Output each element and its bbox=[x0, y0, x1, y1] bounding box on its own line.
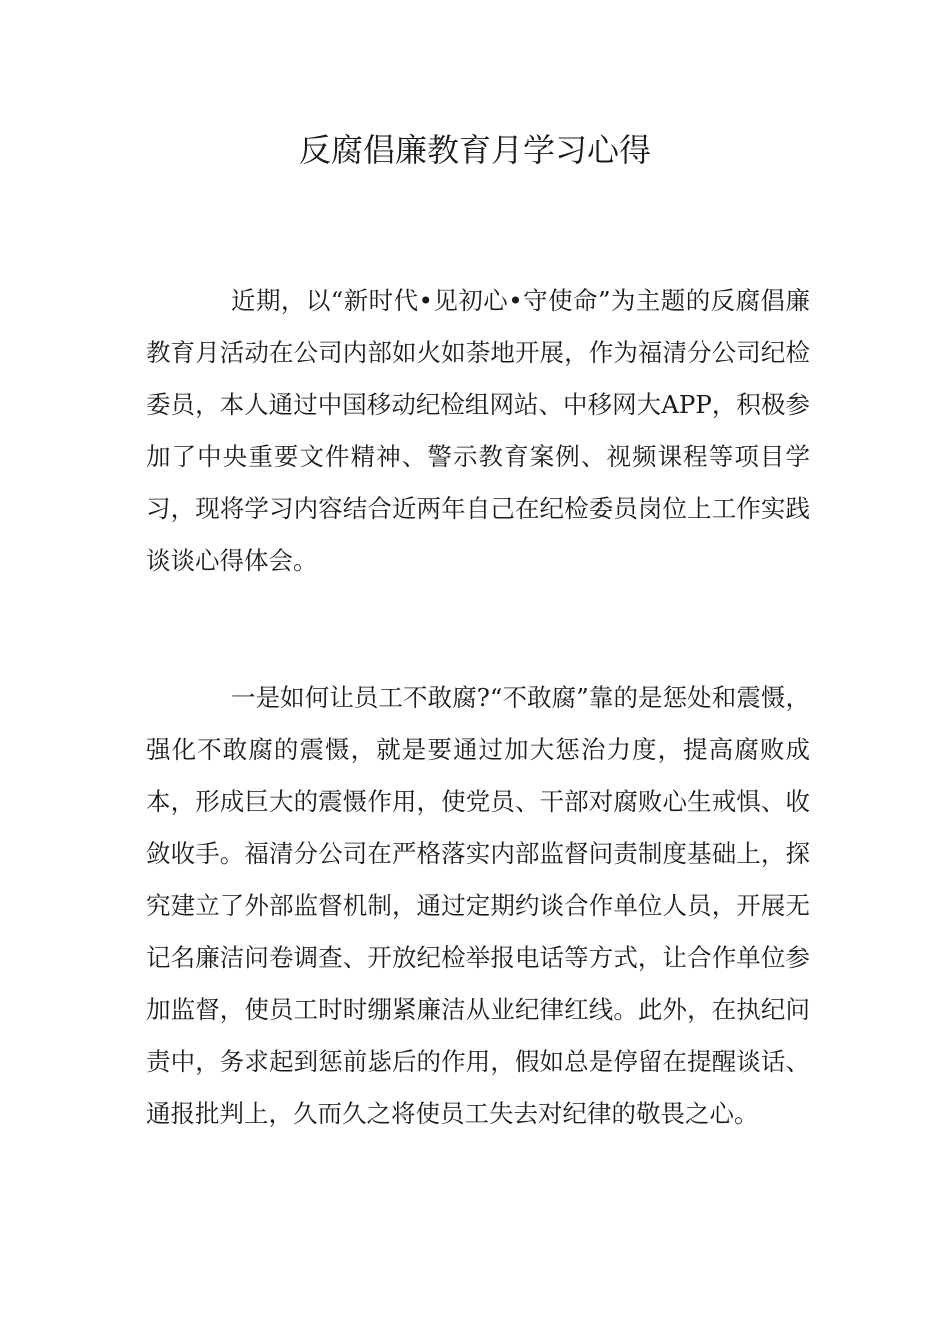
paragraph-intro: 近期，以“新时代•见初心•守使命”为主题的反腐倡廉教育月活动在公司内部如火如荼地开展，作为福清分公司纪检委员，本人通过中国移动纪检组网站、中移网大APP，积极参加了中央重要文件精神、警示教育案例、视频课程等项目学习，现将学习内容结合近两年自己在纪检委员岗位上工作实践谈谈心得体会。 bbox=[146, 286, 810, 575]
paragraph-point-one: 一是如何让员工不敢腐?“不敢腐”靠的是惩处和震慑，强化不敢腐的震慑，就是要通过加大惩治力度，提高腐败成本，形成巨大的震慑作用，使党员、干部对腐败心生戒惧、收敛收手。福清分公司在严格落实内部监督问责制度基础上，探究建立了外部监督机制，通过定期约谈合作单位人员，开展无记名廉洁问卷调查、开放纪检举报电话等方式，让合作单位参加监督，使员工时时绷紧廉洁从业纪律红线。此外，在执纪问责中，务求起到惩前毖后的作用，假如总是停留在提醒谈话、通报批判上，久而久之将使员工失去对纪律的敬畏之心。 bbox=[146, 683, 810, 1128]
document-title: 反腐倡廉教育月学习心得 bbox=[298, 131, 651, 169]
